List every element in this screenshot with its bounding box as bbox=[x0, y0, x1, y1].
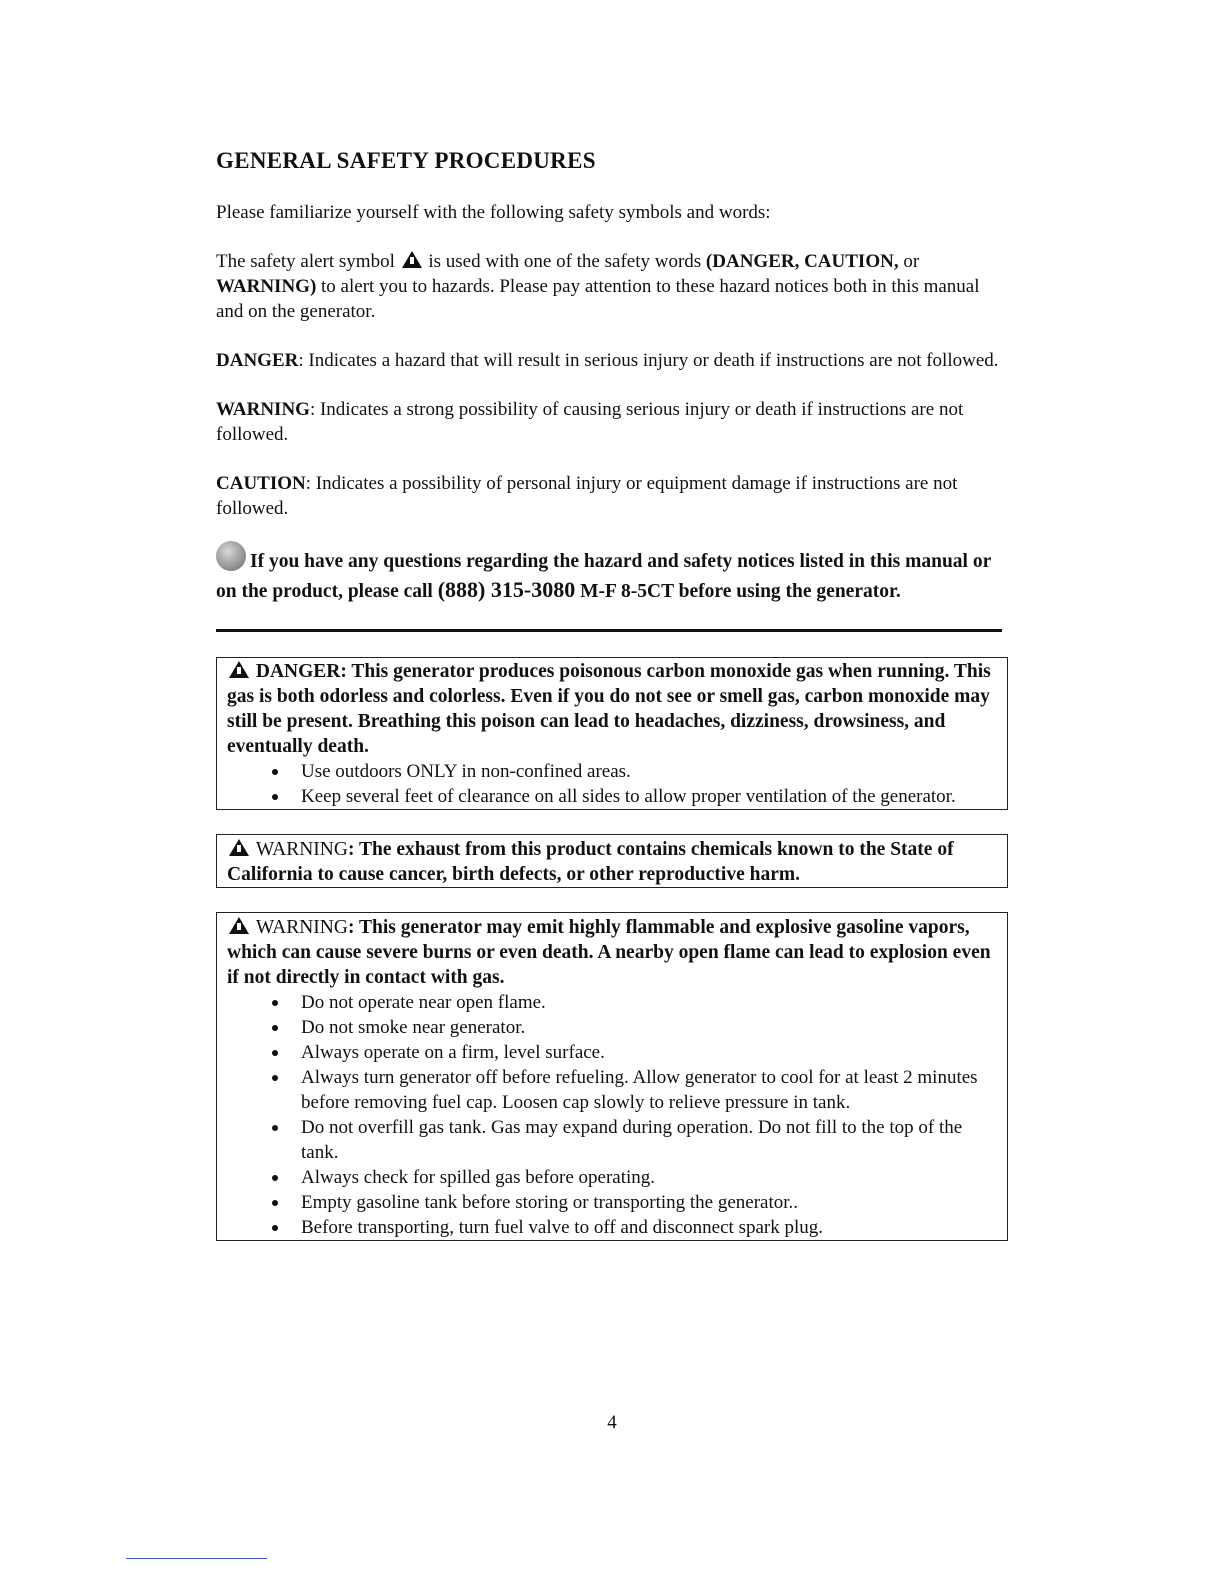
definition-warning: WARNING: Indicates a strong possibility of causing serious injury or death if instructions are not followed. bbox=[216, 399, 964, 445]
page-number: 4 bbox=[607, 1412, 617, 1433]
list-item: Use outdoors ONLY in non-confined areas. bbox=[301, 759, 997, 784]
danger-box: DANGER: This generator produces poisonous carbon monoxide gas when running. This gas is both odorless and colorless. Even if you do not see or smell gas, carbon monoxide may still be present. Breathing this poison can lead to headaches, dizziness, drowsiness, and eventually death. Use outdoors ONLY in non-confined areas. Keep several feet of clearance on all sides to allow proper ventilation of the generator. bbox=[216, 657, 1008, 810]
list-item: Before transporting, turn fuel valve to off and disconnect spark plug. bbox=[301, 1215, 997, 1240]
list-item: Do not operate near open flame. bbox=[301, 990, 997, 1015]
section-divider bbox=[216, 629, 1002, 632]
definition-caution: CAUTION: Indicates a possibility of personal injury or equipment damage if instructions are not followed. bbox=[216, 473, 958, 519]
page-content bbox=[216, 148, 1006, 1241]
gasoline-warning-box: WARNING: This generator may emit highly flammable and explosive gasoline vapors, which can cause severe burns or even death. A nearby open flame can lead to explosion even if not directly in contact with gas. Do not operate near open flame. Do not smoke near generator. Always operate on a firm, level surface. Always turn generator off before refueling. Allow generator to cool for at least 2 minutes before removing fuel cap. Loosen cap slowly to relieve pressure in tank. Do not overfill gas tank. Gas may expand during operation. Do not fill to the top of the tank. Always check for spilled gas before operating. Empty gasoline tank before storing or transporting the generator.. Before transporting, turn fuel valve to off and disconnect spark plug. bbox=[216, 912, 1008, 1241]
gasoline-warning-list bbox=[227, 990, 997, 1240]
alert-paragraph: The safety alert symbol is used with one of the safety words (DANGER, CAUTION, or WARNING) to alert you to hazards. Please pay attention to these hazard notices both in this manual and on the generator. bbox=[216, 251, 980, 322]
phone-number: (888) 315-3080 bbox=[437, 577, 576, 602]
list-item: Do not overfill gas tank. Gas may expand during operation. Do not fill to the top of the tank. bbox=[301, 1115, 997, 1165]
list-item: Always turn generator off before refueling. Allow generator to cool for at least 2 minutes before removing fuel cap. Loosen cap slowly to relieve pressure in tank. bbox=[301, 1065, 997, 1115]
definition-danger: DANGER: Indicates a hazard that will result in serious injury or death if instructions are not followed. bbox=[216, 350, 999, 371]
page-title: GENERAL SAFETY PROCEDURES bbox=[216, 148, 596, 173]
california-warning-box: WARNING: The exhaust from this product contains chemicals known to the State of California to cause cancer, birth defects, or other reproductive harm. bbox=[216, 834, 1008, 888]
contact-callout: If you have any questions regarding the hazard and safety notices listed in this manual or on the product, please call (888) 315-3080 M-F 8-5CT before using the generator. bbox=[216, 541, 1006, 606]
safety-alert-icon bbox=[229, 661, 249, 678]
safety-alert-icon bbox=[229, 917, 249, 934]
footer-line bbox=[126, 1558, 267, 1559]
safety-alert-icon bbox=[402, 251, 422, 268]
list-item: Keep several feet of clearance on all sides to allow proper ventilation of the generator. bbox=[301, 784, 997, 809]
intro-text: Please familiarize yourself with the following safety symbols and words: bbox=[216, 202, 771, 223]
safety-alert-icon bbox=[229, 839, 249, 856]
list-item: Empty gasoline tank before storing or transporting the generator.. bbox=[301, 1190, 997, 1215]
list-item: Do not smoke near generator. bbox=[301, 1015, 997, 1040]
stop-sign-icon bbox=[216, 541, 246, 571]
list-item: Always operate on a firm, level surface. bbox=[301, 1040, 997, 1065]
danger-list bbox=[227, 759, 997, 809]
list-item: Always check for spilled gas before operating. bbox=[301, 1165, 997, 1190]
